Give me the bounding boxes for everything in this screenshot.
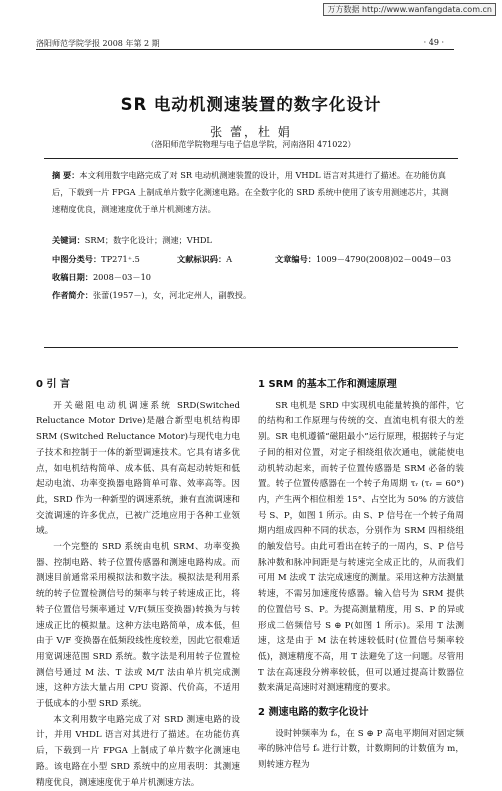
- affiliation: （洛阳师范学院物理与电子信息学院，河南洛阳 471022）: [146, 140, 356, 149]
- article-number-label: 文章编号：: [275, 254, 316, 264]
- section-heading-2: 2 测速电路的数字化设计: [258, 707, 369, 719]
- intro-paragraph-1: 开关磁阻电动机调速系统 SRD(Switched Reluctance Motor Drive)是融合新型电机结构即 SRM (Switched Reluctance Motor)与现代电力电子技术和控制于一体的新型调速技术。它具有诸多优点，如电机结构简单、成本低、具有高起动转矩和低起动电流、功率变换器电路简单可靠、效率高等。因此，SRD 作为一种新型的调速系统，兼有直流调速和交流调速的许多优点，已被广泛地应用于各种工业领域。: [36, 400, 240, 537]
- received-label: 收稿日期：: [52, 272, 93, 282]
- clc: [52, 254, 177, 265]
- doc-code: [177, 254, 275, 265]
- classification-line: [52, 254, 452, 265]
- abstract-label: 摘 要：: [52, 170, 80, 180]
- header-rule: [36, 49, 454, 50]
- page-number: · 49 ·: [423, 38, 444, 47]
- received-date: [52, 272, 151, 283]
- article-number: [275, 254, 451, 264]
- watermark-stamp: 万方数据 http://www.wanfangdata.com.cn: [323, 3, 496, 16]
- running-head: 洛阳师范学院学报 2008 年第 2 期: [36, 39, 160, 48]
- paper-title: SR 电动机测速装置的数字化设计: [120, 95, 382, 114]
- author-bio-label: 作者简介：: [52, 290, 93, 300]
- left-column: [36, 377, 240, 791]
- received-value: 2008－03－10: [92, 272, 152, 282]
- clc-value: TP271⁺.5: [101, 254, 140, 264]
- abstract-block: [44, 158, 458, 348]
- doc-code-value: A: [226, 254, 233, 264]
- doc-code-label: 文献标识码：: [177, 254, 227, 264]
- keywords: [52, 235, 212, 246]
- intro-paragraph-3: 本文利用数字电路完成了对 SRD 测速电路的设计，并用 VHDL 语言对其进行了描述。在功能仿真后，下载到一片 FPGA 上制成了单片数字化测速电路。该电路在小型 SRD 系统中的应用表明：其测速精度优良，测速速度优于单片机测速方法。: [36, 714, 240, 788]
- keywords-label: 关键词：: [52, 235, 85, 245]
- article-number-value: 1009－4790(2008)02－0049－03: [315, 254, 452, 264]
- section-heading-1: 1 SRM 的基本工作和测速原理: [258, 379, 397, 390]
- author-bio-text: 张蕾(1957－)，女，河北定州人，副教授。: [92, 290, 252, 300]
- section2-paragraph-1: 设时钟频率为 fₒ，在 S ⊕ P 高电平期间对固定频率的脉冲信号 fₒ 进行计数，计数期间的计数值为 m，则转速方程为: [258, 728, 464, 771]
- right-column: [258, 377, 464, 774]
- keywords-text: SRM；数字化设计；测速；VHDL: [84, 235, 212, 245]
- section1-paragraph-1: SR 电机是 SRD 中实现机电能量转换的部件，它的结构和工作原理与传统的交、直流电机有很大的差别。SR 电机遵循“磁阻最小”运行原理，根据转子与定子间的相对位置，对定子相绕组依次通电，就能使电动机转动起来，而转子位置传感器是 SRM 必备的装置。转子位置传感器在一个转子角周期 τᵣ (τᵣ = 60°)内，产生两个相位相差 15°、占空比为 50% 的方波信号 S、P，如图 1 所示。由 S、P 信号在一个转子角周期内组成四种不同的状态，分别作为 SRM 四相绕组的触发信号。由此可看出在转子的一周内，S、P 信号脉冲数和脉冲间距是与转速完全成正比的，从而我们可用 M 法或 T 法完成速度的测量。采用这种方法测量转速，不需另加速度传感器。输入信号为 SRM 提供的位置信号 S、P。为提高测量精度，用 S、P 的异或形成二倍频信号 S ⊕ P(如图 1 所示)。采用 T 法测速，这是由于 M 法在转速较低时(位置信号频率较低)，测速精度不高，用 T 法避免了这一问题。尽管用 T 法在高速段分辨率较低，但可以通过提高计数器位数来满足高速时对测速精度的要求。: [258, 400, 464, 694]
- author-bio: [52, 290, 251, 301]
- clc-label: 中图分类号：: [52, 254, 102, 264]
- section-heading-intro: 0 引 言: [36, 379, 70, 390]
- authors: 张 蕾，杜 娟: [210, 125, 292, 139]
- abstract: [52, 167, 452, 218]
- abstract-text: 本文利用数字电路完成了对 SR 电动机测速装置的设计，用 VHDL 语言对其进行了描述。在功能仿真后，下载到一片 FPGA 上制成单片数字化测速电路。在全数字化的 SRD 系统中使用了该专用测速芯片，其测速精度优良，测速速度优于单片机测速方法。: [52, 170, 449, 214]
- intro-paragraph-2: 一个完整的 SRD 系统由电机 SRM、功率变换器、控制电路、转子位置传感器和测速电路构成。而测速目前通常采用模拟法和数字法。模拟法是利用系统的转子位置检测信号的频率与转子转速成正比，将转子位置信号频率通过 V/F(频压变换器)转换为与转速成正比的模拟量。这种方法电路简单，成本低，但由于 V/F 变换器在低频段线性度较差，因此它很难适用宽调速范围 SRD 系统。数字法是利用转子位置检测信号通过 M 法、T 法或 M/T 法由单片机完成测速，这种方法大量占用 CPU 资源、代价高，不适用于低成本的小型 SRD 系统。: [36, 542, 240, 710]
